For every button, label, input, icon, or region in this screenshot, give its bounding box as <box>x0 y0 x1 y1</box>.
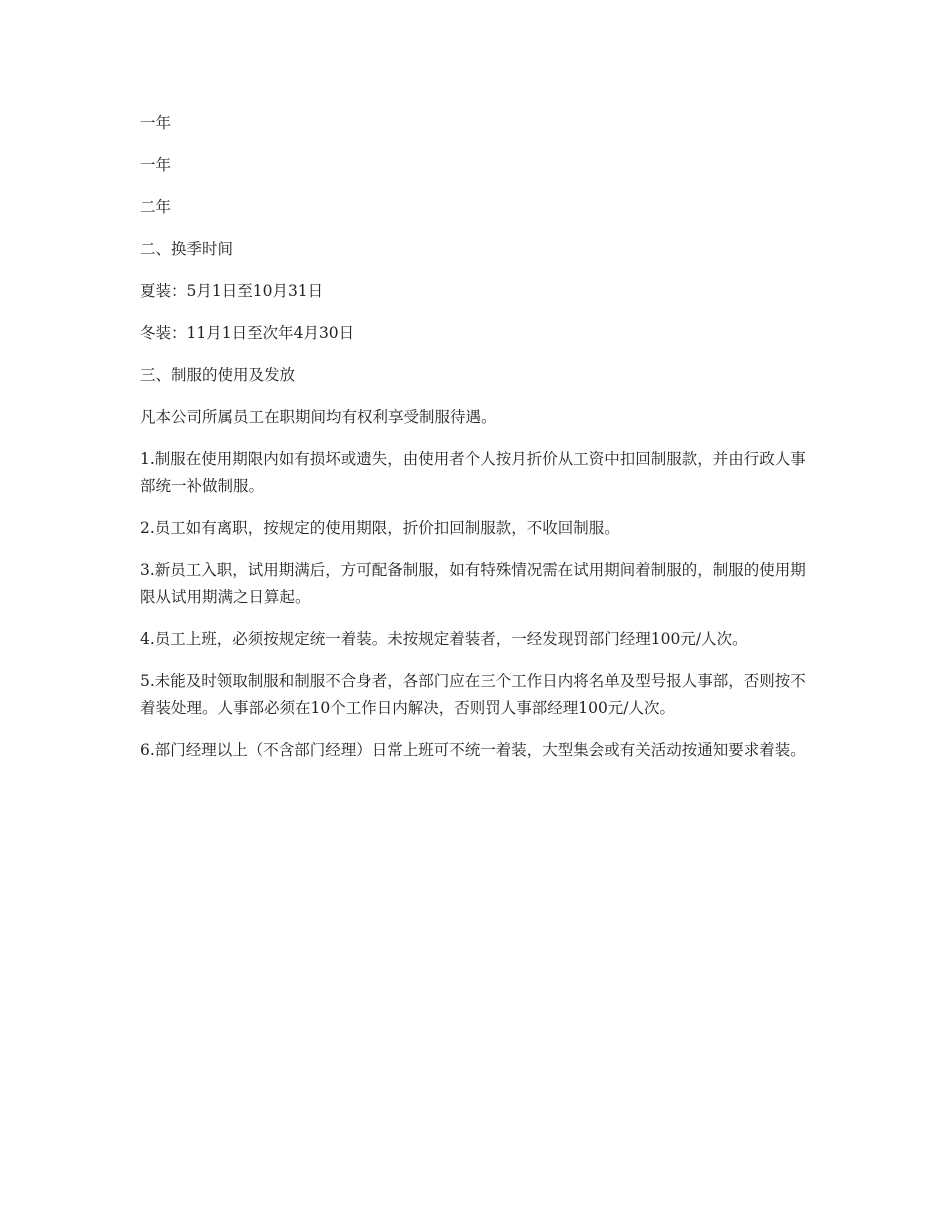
summer-uniform-period: 夏装：5月1日至10月31日 <box>140 282 324 300</box>
document-body <box>140 110 810 779</box>
rule-item-2: 2.员工如有离职，按规定的使用期限，折价扣回制服款，不收回制服。 <box>140 519 620 537</box>
duration-item: 一年 <box>140 156 172 174</box>
rule-item-4: 4.员工上班，必须按规定统一着装。未按规定着装者，一经发现罚部门经理100元/人次。 <box>140 630 748 648</box>
duration-item: 一年 <box>140 114 172 132</box>
rule-item-1: 1.制服在使用期限内如有损坏或遗失，由使用者个人按月折价从工资中扣回制服款，并由行政人事部统一补做制服。 <box>140 450 806 495</box>
rule-item-6: 6.部门经理以上（不含部门经理）日常上班可不统一着装，大型集会或有关活动按通知要求着装。 <box>140 741 806 759</box>
duration-item: 二年 <box>140 198 172 216</box>
rule-item-3: 3.新员工入职，试用期满后，方可配备制服，如有特殊情况需在试用期间着制服的，制服的使用期限从试用期满之日算起。 <box>140 561 806 606</box>
section-heading-usage-distribution: 三、制服的使用及发放 <box>140 366 296 384</box>
eligibility-statement: 凡本公司所属员工在职期间均有权利享受制服待遇。 <box>140 408 497 426</box>
section-heading-season-change: 二、换季时间 <box>140 240 234 258</box>
winter-uniform-period: 冬装：11月1日至次年4月30日 <box>140 324 355 342</box>
rule-item-5: 5.未能及时领取制服和制服不合身者，各部门应在三个工作日内将名单及型号报人事部，否则按不着装处理。人事部必须在10个工作日内解决，否则罚人事部经理100元/人次。 <box>140 672 806 717</box>
